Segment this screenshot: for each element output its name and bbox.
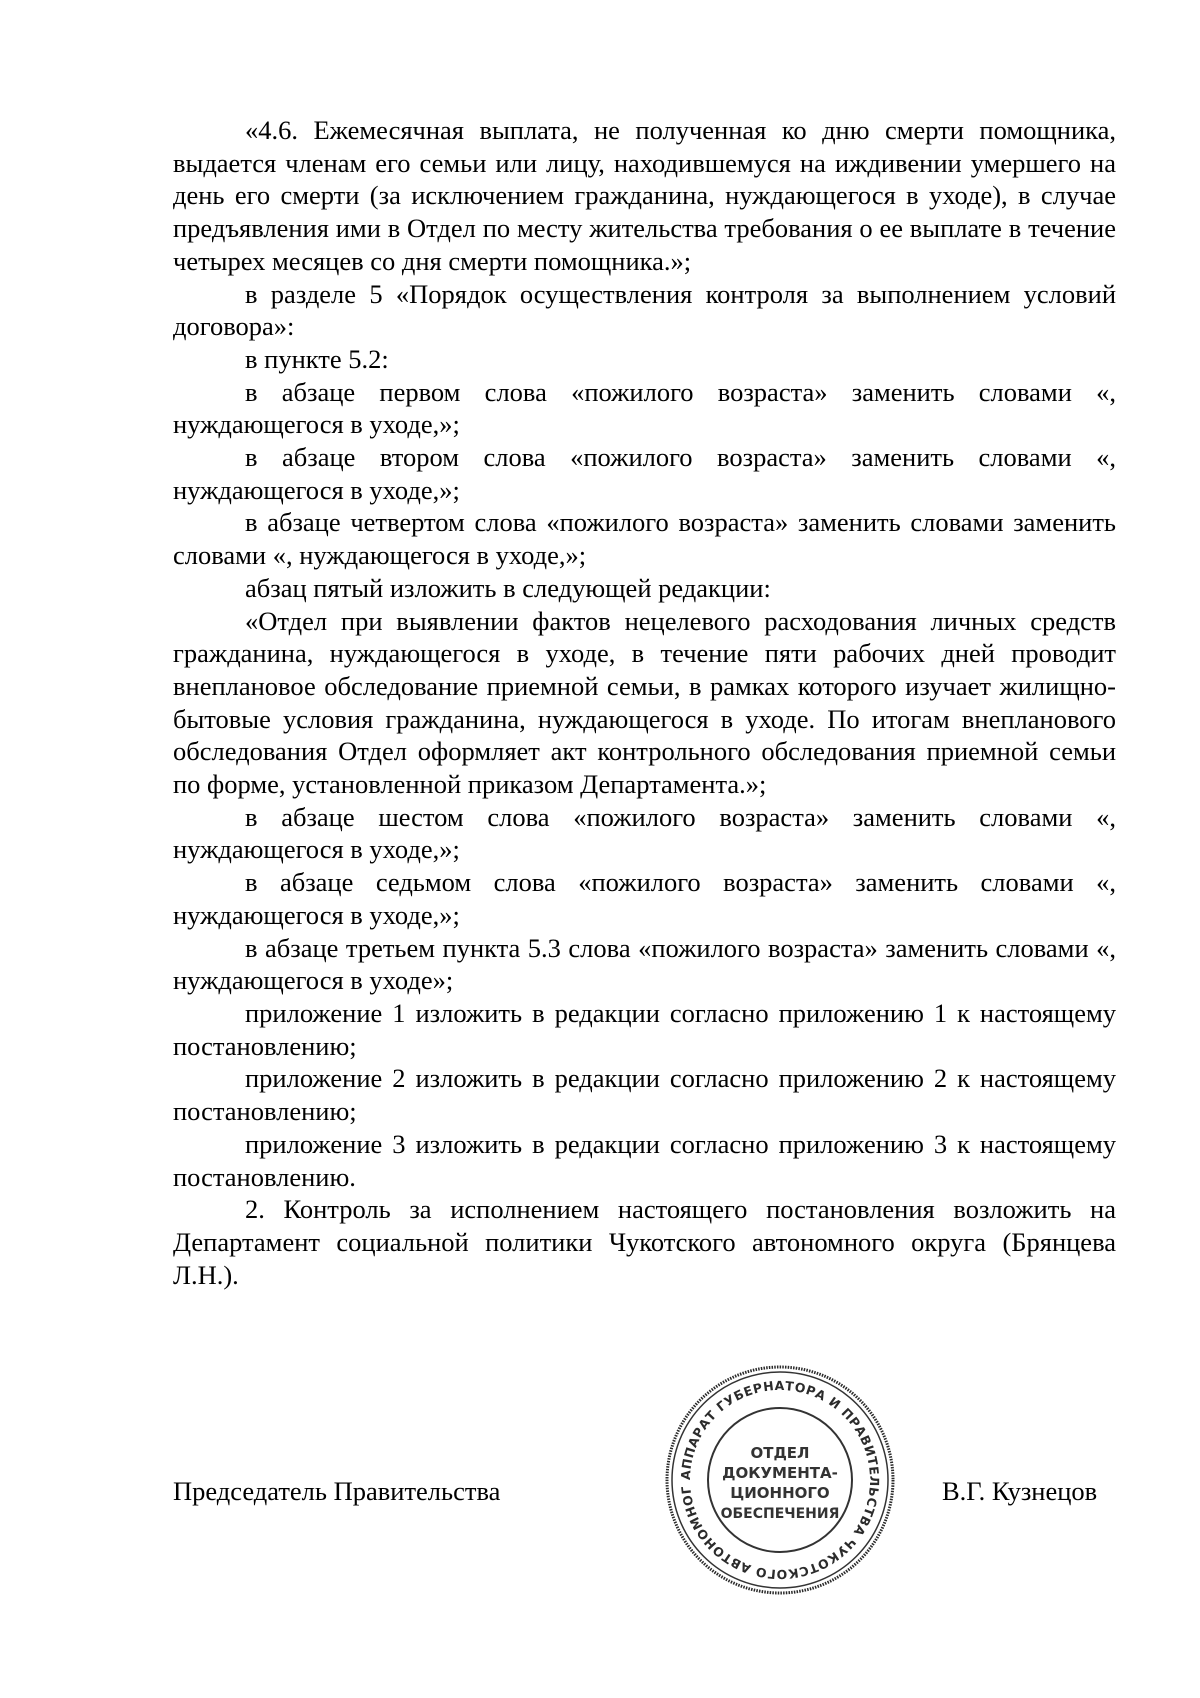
- paragraph-section-5: в разделе 5 «Порядок осуществления контроля за выполнением условий договора»:: [173, 278, 1116, 342]
- paragraph-point-5-2: в пункте 5.2:: [245, 343, 389, 374]
- paragraph-appendix-1: приложение 1 изложить в редакции согласно приложению 1 к настоящему постановлению;: [173, 997, 1116, 1061]
- paragraph-abzac-1: в абзаце первом слова «пожилого возраста» заменить словами «, нуждающегося в уходе,»;: [173, 376, 1116, 440]
- seal-center-line-3: ЦИОННОГО: [730, 1484, 830, 1502]
- paragraph-abzac-4: в абзаце четвертом слова «пожилого возраста» заменить словами заменить словами «, нуждающегося в уходе,»;: [173, 507, 1116, 571]
- seal-center-line-1: ОТДЕЛ: [750, 1444, 810, 1462]
- paragraph-abzac-5-intro: абзац пятый изложить в следующей редакции:: [245, 572, 771, 603]
- paragraph-control: 2. Контроль за исполнением настоящего постановления возложить на Департамент социальной политики Чукотского автономного округа (Брянцева Л.Н.).: [173, 1194, 1116, 1290]
- seal-ring-text: АППАРАТ ГУБЕРНАТОРА И ПРАВИТЕЛЬСТВА ЧУКОТСКОГО АВТОНОМНОГ: [677, 1377, 883, 1583]
- signature-block: [173, 1475, 1116, 1515]
- signatory-name: В.Г. Кузнецов: [942, 1476, 1098, 1506]
- paragraph-appendix-2: приложение 2 изложить в редакции согласно приложению 2 к настоящему постановлению;: [173, 1063, 1116, 1127]
- seal-graphic: [662, 1362, 898, 1598]
- document-body: [173, 114, 1116, 1291]
- paragraph-abzac-6: в абзаце шестом слова «пожилого возраста» заменить словами «, нуждающегося в уходе,»;: [173, 801, 1116, 865]
- paragraph-abzac-7: в абзаце седьмом слова «пожилого возраста» заменить словами «, нуждающегося в уходе,»;: [173, 867, 1116, 930]
- paragraph-4-6: «4.6. Ежемесячная выплата, не полученная ко дню смерти помощника, выдается членам его семьи или лицу, находившемуся на иждивении умершего на день его смерти (за исключением гражданина, нуждающегося в уходе), в случае предъявления ими в Отдел по месту жительства требования о ее выплате в течение четырех месяцев со дня смерти помощника.»;: [173, 115, 1116, 276]
- paragraph-abzac-5-text: «Отдел при выявлении фактов нецелевого расходования личных средств гражданина, нуждающегося в уходе, в течение пяти рабочих дней проводит внеплановое обследование приемной семьи, в рамках которого изучает жилищно-бытовые условия гражданина, нуждающегося в уходе. По итогам внепланового обследования Отдел оформляет акт контрольного обследования приемной семьи по форме, установленной приказом Департамента.»;: [173, 605, 1116, 800]
- paragraph-point-5-3: в абзаце третьем пункта 5.3 слова «пожилого возраста» заменить словами «, нуждающегося в уходе»;: [173, 932, 1116, 996]
- paragraph-appendix-3: приложение 3 изложить в редакции согласно приложению 3 к настоящему постановлению.: [173, 1128, 1116, 1192]
- paragraph-abzac-2: в абзаце втором слова «пожилого возраста» заменить словами «, нуждающегося в уходе,»;: [173, 442, 1116, 505]
- seal-center-line-4: ОБЕСПЕЧЕНИЯ: [720, 1506, 840, 1522]
- seal-center-line-2: ДОКУМЕНТА-: [722, 1464, 838, 1482]
- official-seal-stamp: [662, 1362, 898, 1598]
- signatory-position: Председатель Правительства: [173, 1476, 501, 1506]
